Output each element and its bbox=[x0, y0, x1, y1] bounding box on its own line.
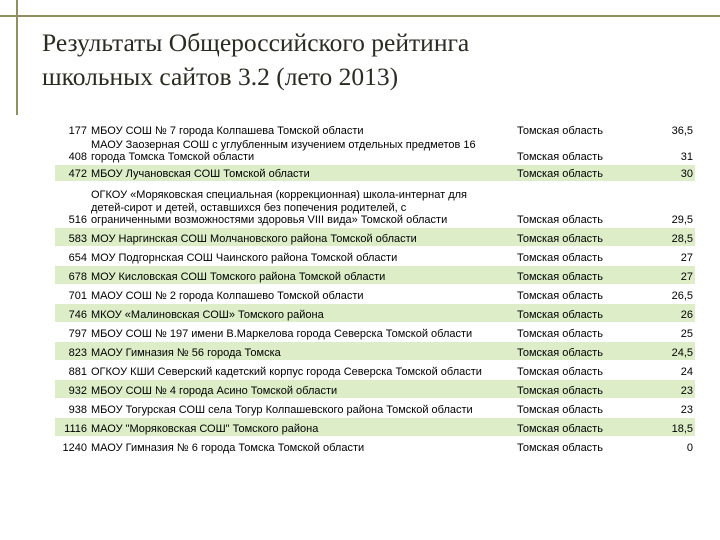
region-cell: Томская область bbox=[515, 181, 639, 227]
school-name-line: МБОУ Лучановская СОШ Томской области bbox=[91, 168, 310, 180]
rank-cell: 797 bbox=[55, 322, 89, 341]
region-cell: Томская область bbox=[515, 322, 639, 341]
table-row bbox=[55, 379, 695, 398]
region-cell: Томская область bbox=[515, 360, 639, 379]
table-row bbox=[55, 246, 695, 265]
rank-cell: 654 bbox=[55, 246, 89, 265]
score-cell: 36,5 bbox=[639, 125, 695, 138]
school-cell bbox=[89, 436, 515, 455]
school-name-line: МОУ Наргинская СОШ Молчановского района Томской области bbox=[91, 233, 417, 245]
rank-cell: 408 bbox=[55, 138, 89, 164]
rank-cell: 823 bbox=[55, 341, 89, 360]
rank-cell: 746 bbox=[55, 303, 89, 322]
score-cell: 26,5 bbox=[639, 284, 695, 303]
school-cell bbox=[89, 303, 515, 322]
table-row bbox=[55, 164, 695, 181]
school-cell bbox=[89, 284, 515, 303]
school-name-line: детей-сирот и детей, оставшихся без попечения родителей, с bbox=[91, 201, 407, 214]
rank-cell: 516 bbox=[55, 181, 89, 227]
rank-cell: 932 bbox=[55, 379, 89, 398]
region-cell: Томская область bbox=[515, 341, 639, 360]
rank-cell: 583 bbox=[55, 227, 89, 246]
school-name-line: МАОУ "Моряковская СОШ" Томского района bbox=[91, 423, 319, 435]
school-name-line: города Томска Томской области bbox=[91, 151, 255, 163]
score-cell: 18,5 bbox=[639, 417, 695, 436]
score-cell: 24 bbox=[639, 360, 695, 379]
region-cell: Томская область bbox=[515, 227, 639, 246]
school-name-line: МБОУ СОШ № 197 имени В.Маркелова города Северска Томской области bbox=[91, 328, 473, 340]
score-cell: 24,5 bbox=[639, 341, 695, 360]
school-cell bbox=[89, 341, 515, 360]
region-cell: Томская область bbox=[515, 265, 639, 284]
region-cell: Томская область bbox=[515, 284, 639, 303]
region-cell: Томская область bbox=[515, 436, 639, 455]
rank-cell: 881 bbox=[55, 360, 89, 379]
rating-table bbox=[55, 125, 695, 456]
table-row bbox=[55, 265, 695, 284]
rank-cell: 701 bbox=[55, 284, 89, 303]
rank-cell: 678 bbox=[55, 265, 89, 284]
school-name-line: ограниченными возможностями здоровья VIII вида» Томской области bbox=[91, 214, 448, 226]
title-line-2: школьных сайтов 3.2 (лето 2013) bbox=[42, 62, 399, 91]
score-cell: 23 bbox=[639, 379, 695, 398]
table-row bbox=[55, 322, 695, 341]
rank-cell: 938 bbox=[55, 398, 89, 417]
rank-cell: 177 bbox=[55, 125, 89, 138]
region-cell: Томская область bbox=[515, 164, 639, 181]
school-name-line: ОГКОУ «Моряковская специальная (коррекционная) школа-интернат для bbox=[91, 189, 468, 201]
table-row bbox=[55, 227, 695, 246]
region-cell: Томская область bbox=[515, 303, 639, 322]
school-cell bbox=[89, 417, 515, 436]
school-cell bbox=[89, 125, 515, 138]
frame-top-line bbox=[0, 15, 720, 17]
school-cell bbox=[89, 181, 515, 227]
score-cell: 27 bbox=[639, 265, 695, 284]
table-row bbox=[55, 341, 695, 360]
table-row bbox=[55, 138, 695, 164]
school-name-line: МАОУ СОШ № 2 города Колпашево Томской области bbox=[91, 290, 364, 302]
school-cell bbox=[89, 379, 515, 398]
score-cell: 30 bbox=[639, 164, 695, 181]
region-cell: Томская область bbox=[515, 125, 639, 138]
region-cell: Томская область bbox=[515, 417, 639, 436]
score-cell: 27 bbox=[639, 246, 695, 265]
score-cell: 23 bbox=[639, 398, 695, 417]
frame-left-line bbox=[16, 0, 18, 115]
score-cell: 25 bbox=[639, 322, 695, 341]
school-cell bbox=[89, 227, 515, 246]
rank-cell: 472 bbox=[55, 164, 89, 181]
school-name-line: МАОУ Гимназия № 6 города Томска Томской области bbox=[91, 442, 365, 454]
school-name-line: МБОУ СОШ № 4 города Асино Томской области bbox=[91, 385, 338, 397]
school-cell bbox=[89, 246, 515, 265]
school-cell bbox=[89, 164, 515, 181]
region-cell: Томская область bbox=[515, 379, 639, 398]
rating-table-body bbox=[55, 125, 695, 455]
table-row bbox=[55, 303, 695, 322]
school-name-line: МКОУ «Малиновская СОШ» Томского района bbox=[91, 309, 324, 321]
school-name-line: ОГКОУ КШИ Северский кадетский корпус города Северска Томской области bbox=[91, 366, 482, 378]
score-cell: 28,5 bbox=[639, 227, 695, 246]
table-row bbox=[55, 181, 695, 227]
school-cell bbox=[89, 398, 515, 417]
table-row bbox=[55, 417, 695, 436]
table-row bbox=[55, 125, 695, 138]
school-name-line: МБОУ Тогурская СОШ села Тогур Колпашевского района Томской области bbox=[91, 404, 473, 416]
region-cell: Томская область bbox=[515, 246, 639, 265]
school-name-line: МАОУ Заозерная СОШ с углубленным изучением отдельных предметов 16 bbox=[91, 138, 476, 151]
title-line-1: Результаты Общероссийского рейтинга bbox=[42, 28, 470, 57]
score-cell: 26 bbox=[639, 303, 695, 322]
table-row bbox=[55, 360, 695, 379]
score-cell: 0 bbox=[639, 436, 695, 455]
page-title bbox=[42, 26, 702, 94]
rank-cell: 1240 bbox=[55, 436, 89, 455]
table-row bbox=[55, 284, 695, 303]
table-row bbox=[55, 436, 695, 455]
rank-cell: 1116 bbox=[55, 417, 89, 436]
score-cell: 31 bbox=[639, 138, 695, 164]
school-name-line: МОУ Подгорнская СОШ Чаинского района Томской области bbox=[91, 252, 398, 264]
school-cell bbox=[89, 360, 515, 379]
school-name-line: МБОУ СОШ № 7 города Колпашева Томской области bbox=[91, 125, 364, 137]
school-name-line: МАОУ Гимназия № 56 города Томска bbox=[91, 347, 281, 359]
table-row bbox=[55, 398, 695, 417]
score-cell: 29,5 bbox=[639, 181, 695, 227]
region-cell: Томская область bbox=[515, 138, 639, 164]
region-cell: Томская область bbox=[515, 398, 639, 417]
school-cell bbox=[89, 138, 515, 164]
school-cell bbox=[89, 265, 515, 284]
school-cell bbox=[89, 322, 515, 341]
school-name-line: МОУ Кисловская СОШ Томского района Томской области bbox=[91, 271, 386, 283]
